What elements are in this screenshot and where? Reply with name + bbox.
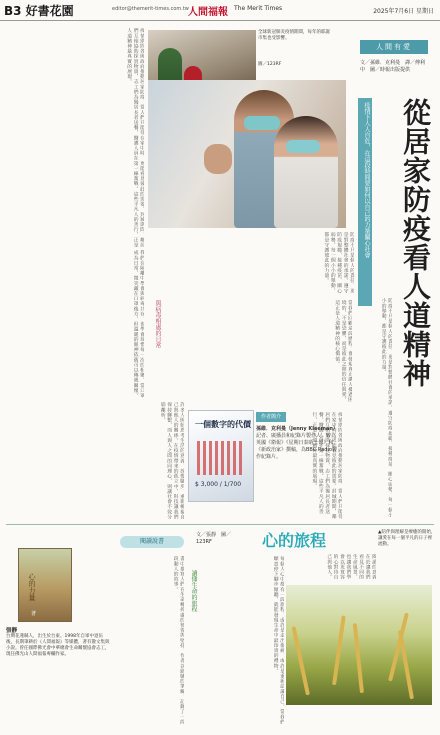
article1-body-5: 當我們回顧這段歷程，會發現真正讓人撐過困境的，不是恐懼，而是彼此之間的信任與愛。這正是人道精神的核心價值。	[334, 300, 352, 402]
wheat-stalk-shape	[332, 615, 346, 685]
author-info	[256, 426, 340, 461]
article1-byline: 文／孫維．克利曼 譯／傅利中 圖／時報出版提供	[360, 60, 426, 73]
article1-title: 從居家防疫看人道精神	[399, 98, 432, 388]
page-header	[0, 0, 440, 21]
editor-email[interactable]: editor@themerit-times.com.tw	[112, 6, 189, 12]
book-cover	[188, 410, 254, 502]
article2-body-1: 書中描寫人們在生命轉折處的徬徨與堅持，作者以細膩的筆觸，記錄了一段段動人的故事。	[172, 556, 184, 725]
face-mask-shape	[244, 116, 280, 130]
woman-figure-shape	[274, 116, 338, 228]
book-cover-title: 一個數字的代價	[195, 420, 251, 429]
article2-body-2: 每個人心中都有一段旅程，或許是走出傷痛，或許是重新認識自己。當我們願意停下腳步傾聽，就能發現生命中最珍貴的禮物。	[272, 556, 284, 725]
article1-body-4: 防疫不只是個人的責任，更是對整體社會的承諾。遵守防疫規範、接種疫苗、關心弱勢，每一個小小的舉動，都是守護彼此的力量。	[323, 232, 354, 294]
book2-cover-title: 心的力量	[28, 573, 36, 601]
wheat-stalk-shape	[291, 626, 309, 695]
article2-byline: 文／張靜 圖／123RF	[196, 532, 232, 545]
book-cover-numbers: $ 3,000 / 1/700	[195, 481, 242, 488]
wheat-stalk-shape	[353, 623, 364, 693]
author-note-body: 台灣花蓮縣人，出生於台東。1998年自軍中退伍後，長期筆耕於《人間福報》等媒體，著有散文集與小說。曾任國際佛光會中華總會生命關懷協會志工，現任佛光山人間福報專欄作家。	[6, 634, 110, 657]
masked-couple-photo	[148, 80, 346, 228]
section-label-2: 讀懂生命的旅程	[190, 570, 197, 612]
section-divider	[6, 524, 434, 525]
article2-caption: ▲陪伴與理解是療癒的開始，讓愛在每一個平凡的日子裡流動。	[378, 530, 436, 547]
face-mask-shape	[286, 140, 320, 153]
section-title: B3 好書花園	[4, 4, 74, 18]
wheat-stalk-shape	[398, 630, 414, 700]
wheat-field-photo	[286, 585, 432, 705]
book2-cover-author: 著	[31, 611, 37, 617]
photo-credit: 圖／123RF	[258, 62, 282, 67]
article1-body-3: 許多人開始思考生活的意義，放慢腳步，重新檢視自己與他人的關係。在疫情帶來的孤立中，科技讓我們保持聯繫，而人與人之間的同理心，則讓社會不致分崩離析。	[159, 402, 184, 520]
book-cover-graphic	[197, 441, 245, 475]
author-description: 記者、廣播員和紀錄片製作人，曾為英國《衛報》《星期日泰晤士報》和《新政治家》撰稿，為BBC Radio製作紀錄片。	[256, 433, 337, 460]
article1-body-6: 疫情期間各國政府推動居家防疫，當人們只能待在家中時，更能看見彼此的需要。封城期間，鄰居們互相協助採買物資，志工們為獨居長者送餐，醫護人員在第一線奮戰。這些平凡人的善行，正是人道精神最真實的展現。	[311, 412, 342, 520]
author-badge: 作者簡介	[256, 412, 286, 422]
article1-body-7: 防疫不只是個人的責任，更是對整體社會的承諾。遵守防疫規範、接種疫苗、關心弱勢，每一個小小的舉動，都是守護彼此的力量。	[380, 298, 392, 518]
newspaper-logo: 人間福報	[188, 7, 228, 18]
newspaper-logo-english: The Merit Times	[234, 5, 283, 12]
column-tag-2: 閱讀說書	[120, 536, 184, 548]
author-name: 孫維．克利曼（Jenny Kleeman）	[256, 426, 338, 432]
column-tag: 人間有愛	[360, 40, 428, 54]
photo-caption: 全球新冠肺炎疫情期間，每年的耶誕市集也受影響。	[258, 30, 330, 41]
hand-shape	[204, 144, 232, 174]
article2-body-3: 閱讀的意義在於讓我們看見不同的生命風景，也讓我們學會以更寬容的心對待自己與他人。	[326, 554, 376, 580]
author-note	[6, 628, 110, 658]
article1-subtitle: 疫情下人人自危，在這段時間要如何以自己的力量關心社會	[358, 98, 372, 306]
article1-body-1: 疫情期間各國政府推動居家防疫，當人們只能待在家中時，更能看見彼此的需要。封城期間，鄰居們互相協助採買物資，志工們為獨居長者送餐，醫護人員在第一線奮戰。這些平凡人的善行，正是人道精神最真實的展現。	[126, 28, 144, 248]
author-note-heading: 張靜	[6, 628, 18, 634]
article1-body-2: 我們在隔離中學會與病毒共存，也學會珍惜每一次的相聚。當口罩成為日常，微笑藏在口罩後方，但溫暖的眼神依舊可以傳遞關懷。	[132, 250, 144, 398]
book-cover-2	[18, 548, 72, 622]
issue-date: 2025年7月6日 星期日	[373, 8, 434, 15]
article2-title: 心的旅程	[262, 531, 327, 550]
section-label: 與病毒相處的日常	[154, 300, 161, 348]
